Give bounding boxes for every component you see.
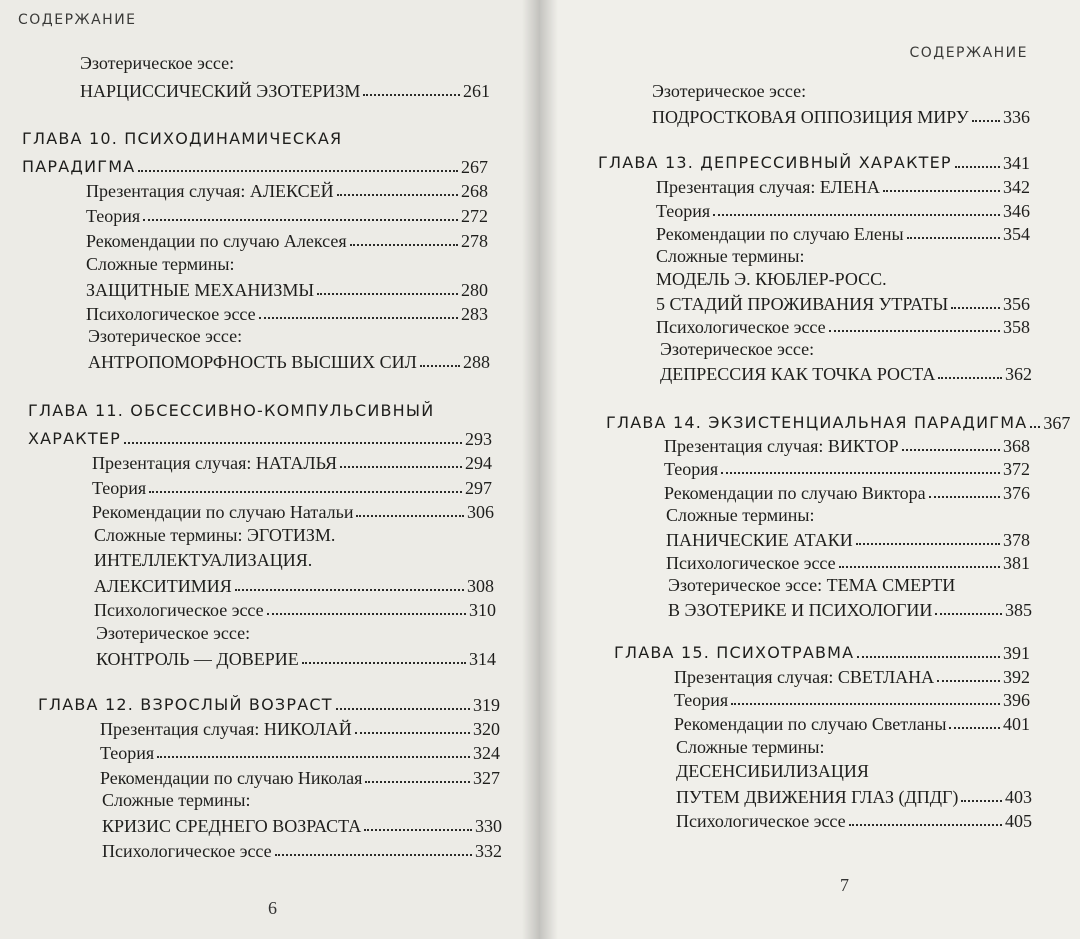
dot-leader [138,170,458,172]
toc-entry[interactable] [676,808,1032,832]
dot-leader [420,365,460,367]
toc-entry-label: ПОДРОСТКОВАЯ ОППОЗИЦИЯ МИРУ [652,107,969,127]
toc-entry[interactable] [100,716,500,740]
toc-entry-page: 283 [461,304,488,324]
dot-leader [883,190,1000,192]
toc-entry-page: 342 [1003,177,1030,197]
toc-entry-label: Теория [92,478,147,498]
dot-leader [902,449,1000,451]
toc-subheading: ДЕСЕНСИБИЛИЗАЦИЯ [676,761,869,781]
chapter-entry[interactable] [38,692,500,716]
toc-entry[interactable] [656,314,1030,338]
toc-entry[interactable] [86,178,488,202]
toc-entry-label: Презентация случая: ЕЛЕНА [656,177,880,197]
chapter-page: 391 [1003,643,1030,663]
toc-entry[interactable] [100,765,500,789]
chapter-label: ГЛАВА 12. ВЗРОСЛЫЙ ВОЗРАСТ [38,695,333,714]
dot-leader [340,466,462,468]
toc-entry[interactable] [664,480,1030,504]
toc-entry-label: Рекомендации по случаю Николая [100,768,363,788]
toc-entry-label: Рекомендации по случаю Светланы [674,714,947,734]
toc-subheading: Сложные термины: [102,790,251,810]
dot-leader [938,377,1002,379]
toc-entry[interactable] [94,573,494,597]
toc-entry-label: АНТРОПОМОРФНОСТЬ ВЫСШИХ СИЛ [88,352,417,372]
toc-entry[interactable] [674,664,1030,688]
dot-leader [849,824,1002,826]
toc-entry[interactable] [92,475,492,499]
chapter-label: ПАРАДИГМА [22,157,136,176]
chapter-entry[interactable] [606,410,1071,434]
toc-entry-page: 327 [473,768,500,788]
dot-leader [235,589,464,591]
toc-subheading: Сложные термины: ЭГОТИЗМ. [94,525,336,545]
toc-entry-page: 324 [473,743,500,763]
dot-leader [259,317,458,319]
toc-entry-page: 356 [1003,294,1030,314]
dot-leader [275,854,472,856]
toc-entry-page: 358 [1003,317,1030,337]
toc-entry-label: Психологическое эссе [666,553,836,573]
dot-leader [157,756,470,758]
toc-entry-page: 372 [1003,459,1030,479]
dot-leader [124,442,462,444]
toc-subheading: Эзотерическое эссе: [88,326,243,346]
toc-entry[interactable] [92,450,492,474]
chapter-title-line: ГЛАВА 10. ПСИХОДИНАМИЧЕСКАЯ [22,129,343,148]
toc-entry-label: Теория [674,690,729,710]
toc-entry-label: 5 СТАДИЙ ПРОЖИВАНИЯ УТРАТЫ [656,294,949,314]
chapter-label: ХАРАКТЕР [28,429,121,448]
toc-subheading: Сложные термины: [666,505,815,525]
toc-entry-label: НАРЦИССИЧЕСКИЙ ЭЗОТЕРИЗМ [80,81,361,101]
toc-entry-page: 330 [475,816,502,836]
toc-entry[interactable] [88,349,490,373]
toc-entry-label: Психологическое эссе [102,841,272,861]
toc-entry-label: Теория [100,743,155,763]
toc-entry-page: 280 [461,280,488,300]
toc-entry[interactable] [100,740,500,764]
toc-entry-label: Психологическое эссе [86,304,256,324]
dot-leader [839,566,1000,568]
chapter-page: 293 [465,429,492,449]
dot-leader [955,166,1000,168]
toc-entry-label: АЛЕКСИТИМИЯ [94,576,232,596]
toc-entry[interactable] [666,550,1030,574]
toc-entry-page: 376 [1003,483,1030,503]
toc-entry[interactable] [666,527,1030,551]
toc-entry[interactable] [676,784,1032,808]
toc-entry[interactable] [102,813,502,837]
dot-leader [935,613,1002,615]
toc-entry-page: 385 [1005,600,1032,620]
toc-entry-label: КРИЗИС СРЕДНЕГО ВОЗРАСТА [102,816,362,836]
toc-entry-page: 381 [1003,553,1030,573]
toc-entry-label: Психологическое эссе [656,317,826,337]
chapter-page: 267 [461,157,488,177]
toc-entry-page: 405 [1005,811,1032,831]
toc-entry-page: 392 [1003,667,1030,687]
toc-entry[interactable] [660,361,1032,385]
toc-entry-page: 368 [1003,436,1030,456]
page-number: 6 [268,898,277,918]
toc-entry-label: Презентация случая: АЛЕКСЕЙ [86,181,334,201]
toc-subheading: МОДЕЛЬ Э. КЮБЛЕР-РОСС. [656,269,887,289]
toc-entry[interactable] [664,456,1030,480]
dot-leader [907,237,1000,239]
toc-entry-label: Рекомендации по случаю Натальи [92,502,354,522]
toc-entry-page: 306 [467,502,494,522]
chapter-title-line: ГЛАВА 11. ОБСЕССИВНО-КОМПУЛЬСИВНЫЙ [28,401,435,420]
dot-leader [949,727,1000,729]
toc-entry-label: ДЕПРЕССИЯ КАК ТОЧКА РОСТА [660,364,936,384]
toc-entry-page: 354 [1003,224,1030,244]
toc-entry-label: ПУТЕМ ДВИЖЕНИЯ ГЛАЗ (ДПДГ) [676,787,959,807]
toc-entry-page: 294 [465,453,492,473]
dot-leader [336,708,470,710]
toc-entry-page: 310 [469,600,496,620]
toc-entry-page: 261 [463,81,490,101]
dot-leader [1030,426,1040,428]
dot-leader [731,703,1000,705]
toc-entry[interactable] [656,291,1030,315]
dot-leader [856,543,1000,545]
dot-leader [337,194,458,196]
toc-entry-label: Презентация случая: НАТАЛЬЯ [92,453,337,473]
running-header: СОДЕРЖАНИЕ [909,45,1028,61]
dot-leader [721,472,1000,474]
toc-entry-label: КОНТРОЛЬ — ДОВЕРИЕ [96,649,299,669]
toc-subheading: Эзотерическое эссе: [652,81,807,101]
toc-entry-label: Рекомендации по случаю Алексея [86,231,347,251]
toc-entry[interactable] [656,174,1030,198]
toc-entry-page: 268 [461,181,488,201]
toc-entry-page: 346 [1003,201,1030,221]
toc-entry-page: 297 [465,478,492,498]
toc-subheading: Эзотерическое эссе: [96,623,251,643]
toc-entry-label: Психологическое эссе [676,811,846,831]
toc-entry-page: 308 [467,576,494,596]
toc-entry-page: 320 [473,719,500,739]
toc-subheading: Сложные термины: [86,254,235,274]
toc-entry[interactable] [668,597,1032,621]
toc-subheading: Сложные термины: [656,246,805,266]
toc-entry-page: 332 [475,841,502,861]
toc-entry-label: Презентация случая: ВИКТОР [664,436,899,456]
toc-entry-label: Теория [656,201,711,221]
toc-entry[interactable] [86,203,488,227]
toc-entry-page: 288 [463,352,490,372]
toc-entry[interactable] [96,646,496,670]
toc-subheading: Сложные термины: [676,737,825,757]
toc-entry[interactable] [102,838,502,862]
toc-entry-label: ПАНИЧЕСКИЕ АТАКИ [666,530,853,550]
toc-entry[interactable] [674,711,1030,735]
toc-entry-page: 314 [469,649,496,669]
chapter-entry[interactable] [22,154,488,178]
toc-subheading: ИНТЕЛЛЕКТУАЛИЗАЦИЯ. [94,550,313,570]
toc-entry[interactable] [664,433,1030,457]
toc-entry-page: 403 [1005,787,1032,807]
dot-leader [937,680,1000,682]
dot-leader [356,515,464,517]
toc-entry-page: 278 [461,231,488,251]
dot-leader [302,662,466,664]
dot-leader [364,829,472,831]
toc-entry-page: 362 [1005,364,1032,384]
page-number: 7 [840,875,849,895]
dot-leader [972,120,1000,122]
toc-entry-page: 336 [1003,107,1030,127]
chapter-page: 341 [1003,153,1030,173]
toc-entry[interactable] [86,301,488,325]
dot-leader [713,214,1000,216]
toc-subheading: Эзотерическое эссе: [80,53,235,73]
toc-entry-label: В ЭЗОТЕРИКЕ И ПСИХОЛОГИИ [668,600,933,620]
chapter-entry[interactable] [598,150,1030,174]
dot-leader [355,732,470,734]
toc-entry[interactable] [674,687,1030,711]
toc-entry[interactable] [92,499,494,523]
toc-entry-label: Презентация случая: НИКОЛАЙ [100,719,352,739]
toc-entry-label: Презентация случая: СВЕТЛАНА [674,667,935,687]
chapter-label: ГЛАВА 14. ЭКЗИСТЕНЦИАЛЬНАЯ ПАРАДИГМА [606,413,1028,432]
dot-leader [317,293,458,295]
dot-leader [267,613,466,615]
dot-leader [929,496,1000,498]
toc-entry[interactable] [656,198,1030,222]
toc-subheading: Эзотерическое эссе: ТЕМА СМЕРТИ [668,575,956,595]
toc-entry-label: Теория [664,459,719,479]
toc-subheading: Эзотерическое эссе: [660,339,815,359]
dot-leader [829,330,1000,332]
toc-entry[interactable] [652,104,1030,128]
toc-entry-page: 378 [1003,530,1030,550]
toc-entry-label: Рекомендации по случаю Елены [656,224,904,244]
dot-leader [951,307,1000,309]
toc-entry-label: ЗАЩИТНЫЕ МЕХАНИЗМЫ [86,280,315,300]
chapter-page: 319 [473,695,500,715]
toc-entry-page: 272 [461,206,488,226]
toc-entry-page: 396 [1003,690,1030,710]
toc-entry[interactable] [80,78,490,102]
dot-leader [143,219,458,221]
dot-leader [350,244,458,246]
toc-entry-page: 401 [1003,714,1030,734]
toc-entry[interactable] [86,228,488,252]
running-header: СОДЕРЖАНИЕ [18,12,137,28]
chapter-label: ГЛАВА 13. ДЕПРЕССИВНЫЙ ХАРАКТЕР [598,153,952,172]
dot-leader [961,800,1002,802]
toc-entry-label: Рекомендации по случаю Виктора [664,483,926,503]
toc-entry[interactable] [94,597,496,621]
chapter-entry[interactable] [614,640,1030,664]
chapter-entry[interactable] [28,426,492,450]
chapter-label: ГЛАВА 15. ПСИХОТРАВМА [614,643,855,662]
toc-entry[interactable] [656,221,1030,245]
dot-leader [149,491,462,493]
toc-entry-label: Теория [86,206,141,226]
dot-leader [365,781,470,783]
toc-entry[interactable] [86,277,488,301]
toc-entry-label: Психологическое эссе [94,600,264,620]
right-page [540,0,1080,939]
chapter-page: 367 [1043,413,1071,433]
dot-leader [363,94,460,96]
dot-leader [857,656,1000,658]
